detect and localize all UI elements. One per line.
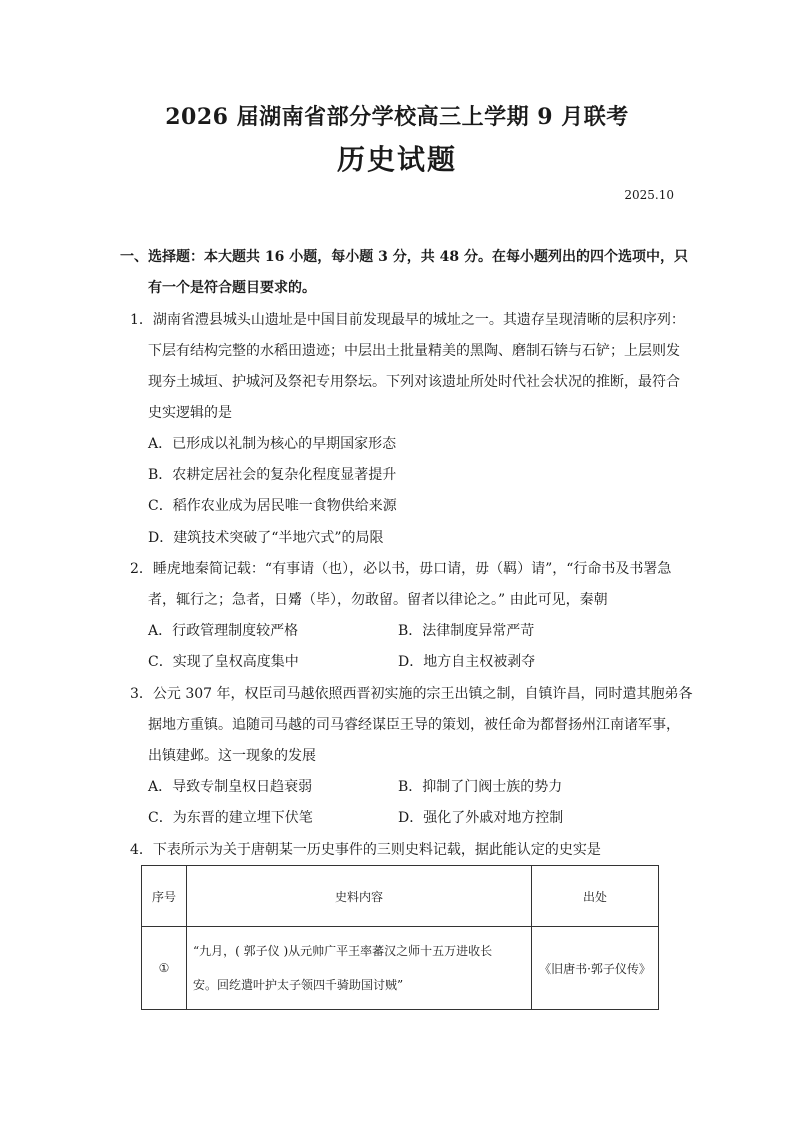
q3-stem-line2: 据地方重镇。追随司马越的司马睿经谋臣王导的策划，被任命为都督扬州江南诸军事， <box>148 717 680 733</box>
q3-stem-line3: 出镇建邺。这一现象的发展 <box>148 748 316 764</box>
exam-title: 2026 届湖南省部分学校高三上学期 9 月联考 <box>165 104 629 130</box>
q1-option-c: C．稻作农业成为居民唯一食物供给来源 <box>148 498 397 514</box>
q3-option-a: A．导致专制皇权日趋衰弱 <box>148 779 313 795</box>
exam-subject: 历史试题 <box>336 143 457 176</box>
table-header-number: 序号 <box>142 866 187 927</box>
source-table <box>141 865 659 1010</box>
q3-option-b: B．抑制了门阀士族的势力 <box>398 779 563 795</box>
row-content-line1: “九月，( 郭子仪 )从元帅广平王率蕃汉之师十五万进收长 <box>193 944 493 958</box>
q2-option-b: B．法律制度异常严苛 <box>398 623 535 639</box>
row-source: 《旧唐书·郭子仪传》 <box>532 927 659 1010</box>
q2-option-c: C．实现了皇权高度集中 <box>148 654 299 670</box>
row-number: ① <box>142 927 187 1010</box>
q1-option-b: B．农耕定居社会的复杂化程度显著提升 <box>148 467 397 483</box>
q3-option-c: C．为东晋的建立埋下伏笔 <box>148 810 313 826</box>
q2-stem-line2: 者，辄行之；急者，日觱（毕），勿敢留。留者以律论之。” 由此可见，秦朝 <box>148 592 608 608</box>
section-heading-line2: 有一个是符合题目要求的。 <box>148 280 316 296</box>
q2-option-a: A．行政管理制度较严格 <box>148 623 299 639</box>
row-content-line2: 安。回纥遣叶护太子领四千骑助国讨贼” <box>193 978 404 992</box>
q1-option-a: A．已形成以礼制为核心的早期国家形态 <box>148 436 397 452</box>
q4-stem: 4．下表所示为关于唐朝某一历史事件的三则史料记载，据此能认定的史实是 <box>130 842 601 858</box>
q1-option-d: D．建筑技术突破了“半地穴式”的局限 <box>148 530 384 546</box>
table-header-content: 史料内容 <box>187 866 532 927</box>
exam-date: 2025.10 <box>624 188 674 202</box>
table-header-row <box>142 866 659 927</box>
row-content <box>187 927 532 1010</box>
q1-stem-line4: 史实逻辑的是 <box>148 405 232 421</box>
q2-option-d: D．地方自主权被剥夺 <box>398 654 536 670</box>
q2-stem-line1: 2．睡虎地秦简记载：“有事请（也），必以书，毋口请，毋（羁）请”，“行命书及书署急 <box>130 561 672 577</box>
table-header-source: 出处 <box>532 866 659 927</box>
q1-stem-line1: 1．湖南省澧县城头山遗址是中国目前发现最早的城址之一。其遗存呈现清晰的层积序列： <box>130 312 685 328</box>
q1-stem-line3: 现夯土城垣、护城河及祭祀专用祭坛。下列对该遗址所处时代社会状况的推断，最符合 <box>148 374 680 390</box>
table-row <box>142 927 659 1010</box>
q3-stem-line1: 3．公元 307 年，权臣司马越依照西晋初实施的宗王出镇之制，自镇许昌，同时遣其胞弟各 <box>130 686 693 702</box>
q1-stem-line2: 下层有结构完整的水稻田遗迹；中层出土批量精美的黑陶、磨制石锛与石铲；上层则发 <box>148 343 680 359</box>
section-heading-line1: 一、选择题：本大题共 16 小题，每小题 3 分，共 48 分。在每小题列出的四个选项中，只 <box>120 249 688 265</box>
q3-option-d: D．强化了外戚对地方控制 <box>398 810 564 826</box>
